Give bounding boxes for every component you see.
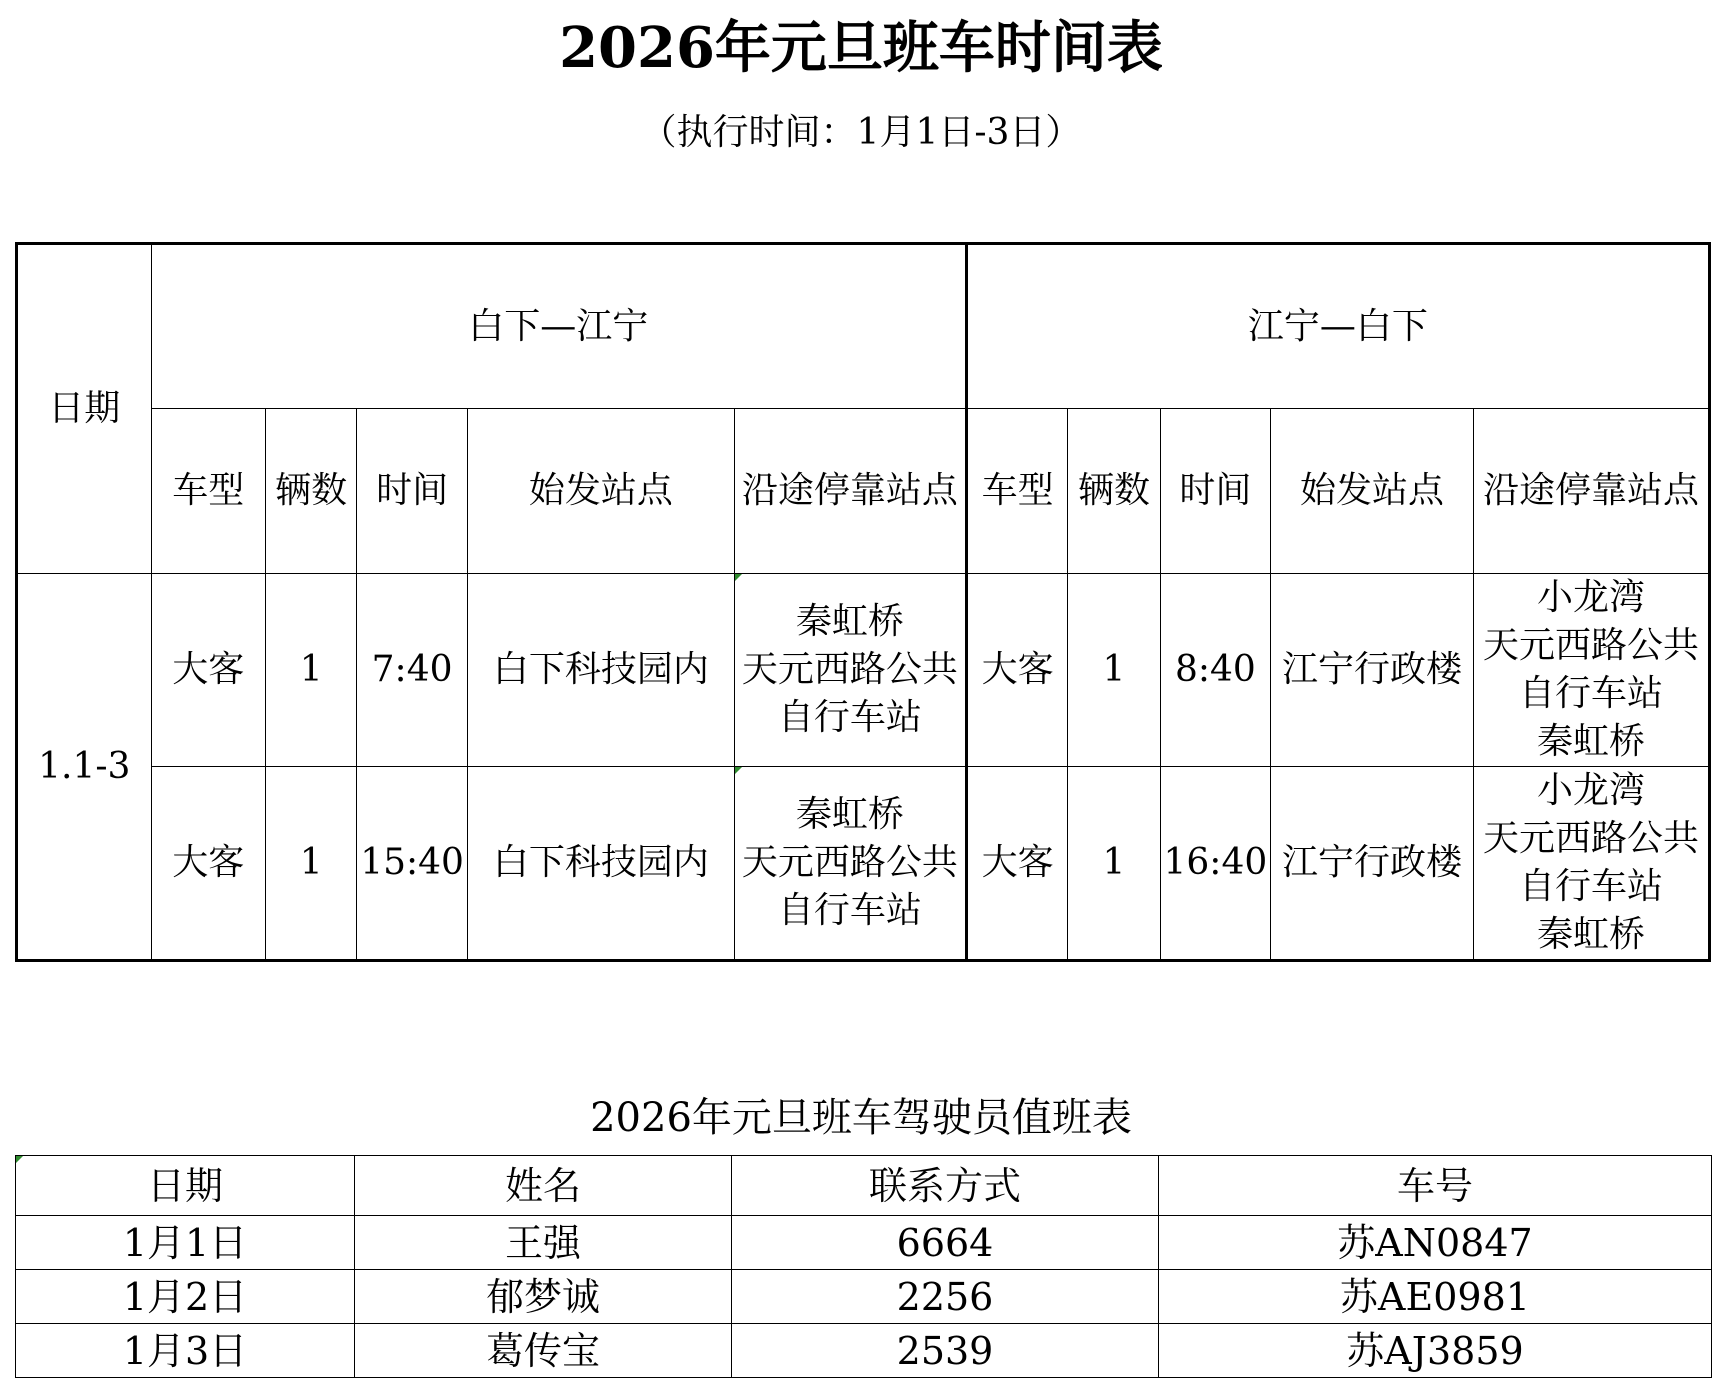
stop-name: 小龙湾: [1536, 770, 1645, 811]
contact-cell: 2539: [732, 1324, 1159, 1378]
count-cell: 1: [266, 574, 357, 767]
stop-name: 天元西路公共: [1482, 625, 1699, 666]
count-cell: 1: [1068, 767, 1160, 961]
stop-name: 自行车站: [1518, 866, 1663, 907]
column-header-vehicle-type: 车型: [151, 409, 265, 574]
driver-name-cell: 郁梦诚: [355, 1270, 732, 1324]
duty-date-cell: 1月3日: [16, 1324, 355, 1378]
time-cell: 8:40: [1160, 574, 1270, 767]
column-header-date: 日期: [16, 1156, 355, 1216]
page-subtitle: （执行时间：1月1日-3日）: [640, 112, 1082, 153]
vehicle-type-cell: 大客: [151, 767, 265, 961]
duty-table-title: 2026年元旦班车驾驶员值班表: [590, 1095, 1132, 1141]
table-row: [17, 767, 1710, 961]
origin-cell: 江宁行政楼: [1271, 574, 1474, 767]
date-header: 日期: [17, 244, 152, 574]
vehicle-type-cell: 大客: [966, 574, 1067, 767]
column-header-time: 时间: [357, 409, 467, 574]
column-header-contact: 联系方式: [732, 1156, 1159, 1216]
bus-schedule-table: [15, 242, 1711, 962]
count-cell: 1: [1068, 574, 1160, 767]
stop-name: 自行车站: [1518, 673, 1663, 714]
stop-name: 小龙湾: [1536, 577, 1645, 618]
stops-cell: [1473, 574, 1709, 767]
page-title: 2026年元旦班车时间表: [559, 15, 1163, 81]
origin-cell: 白下科技园内: [467, 767, 734, 961]
route-header-outbound: 白下—江宁: [151, 244, 966, 409]
driver-name-cell: 葛传宝: [355, 1324, 732, 1378]
time-cell: 16:40: [1160, 767, 1270, 961]
stop-name: 秦虹桥: [1536, 914, 1645, 955]
table-row: [16, 1324, 1712, 1378]
column-header-count: 辆数: [266, 409, 357, 574]
column-header-stops: 沿途停靠站点: [1473, 409, 1709, 574]
column-header-count: 辆数: [1068, 409, 1160, 574]
plate-cell: 苏AN0847: [1159, 1216, 1712, 1270]
stop-name: 自行车站: [777, 697, 922, 738]
column-header-time: 时间: [1160, 409, 1270, 574]
stop-name: 秦虹桥: [1536, 721, 1645, 762]
plate-cell: 苏AJ3859: [1159, 1324, 1712, 1378]
column-header-stops: 沿途停靠站点: [734, 409, 966, 574]
duty-date-cell: 1月1日: [16, 1216, 355, 1270]
origin-cell: 白下科技园内: [467, 574, 734, 767]
stop-name: 天元西路公共: [741, 649, 958, 690]
duty-date-cell: 1月2日: [16, 1270, 355, 1324]
time-cell: 7:40: [357, 574, 467, 767]
column-header-name: 姓名: [355, 1156, 732, 1216]
route-header-return: 江宁—白下: [966, 244, 1709, 409]
count-cell: 1: [266, 767, 357, 961]
column-header-origin: 始发站点: [467, 409, 734, 574]
stop-name: 天元西路公共: [1482, 818, 1699, 859]
column-header-plate: 车号: [1159, 1156, 1712, 1216]
table-row: [17, 574, 1710, 767]
stops-cell: [734, 767, 966, 961]
date-range-cell: 1.1-3: [17, 574, 152, 961]
stop-name: 秦虹桥: [795, 794, 904, 835]
contact-cell: 2256: [732, 1270, 1159, 1324]
stops-cell: [734, 574, 966, 767]
driver-duty-table: [15, 1155, 1712, 1378]
stop-name: 自行车站: [777, 890, 922, 931]
column-header-origin: 始发站点: [1271, 409, 1474, 574]
column-header-vehicle-type: 车型: [966, 409, 1067, 574]
stop-name: 秦虹桥: [795, 601, 904, 642]
vehicle-type-cell: 大客: [151, 574, 265, 767]
contact-cell: 6664: [732, 1216, 1159, 1270]
plate-cell: 苏AE0981: [1159, 1270, 1712, 1324]
table-row: [16, 1270, 1712, 1324]
time-cell: 15:40: [357, 767, 467, 961]
table-row: [16, 1216, 1712, 1270]
stops-cell: [1473, 767, 1709, 961]
origin-cell: 江宁行政楼: [1271, 767, 1474, 961]
vehicle-type-cell: 大客: [966, 767, 1067, 961]
driver-name-cell: 王强: [355, 1216, 732, 1270]
stop-name: 天元西路公共: [741, 842, 958, 883]
